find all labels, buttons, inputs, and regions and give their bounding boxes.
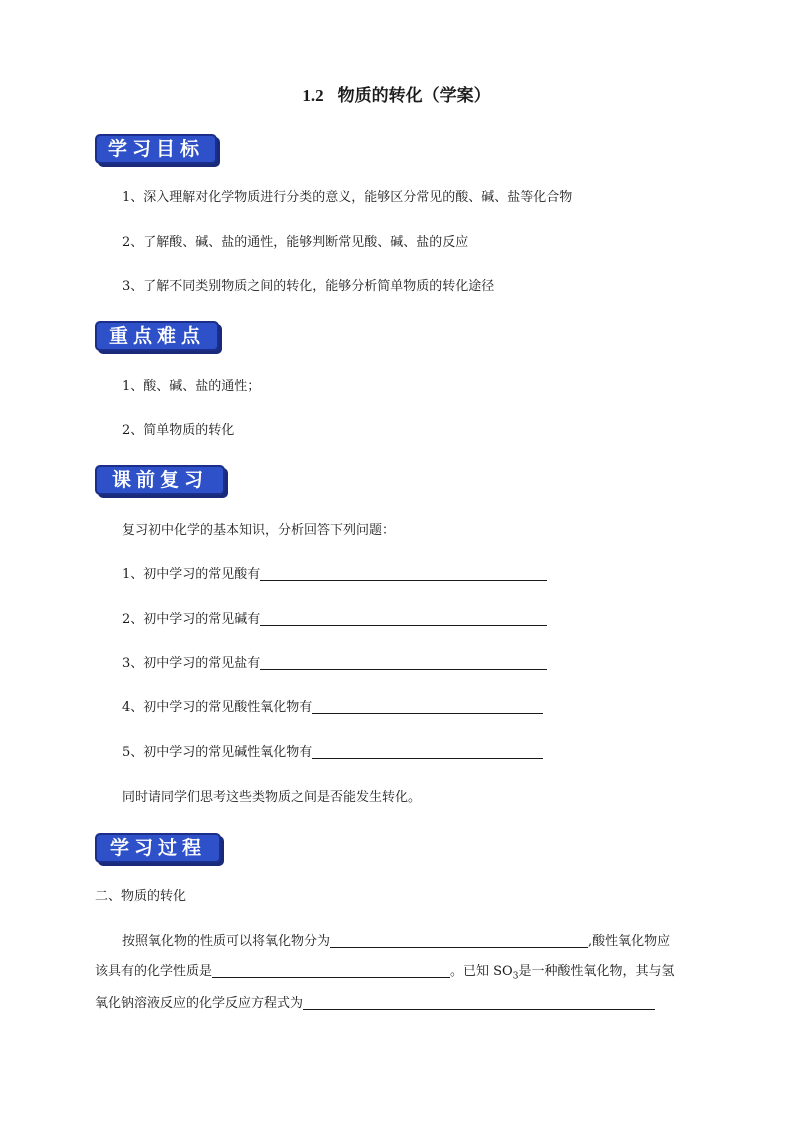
answer-blank[interactable] — [260, 566, 547, 581]
preview-question-1 — [122, 566, 547, 584]
question-text: 3、初中学习的常见盐有 — [122, 656, 261, 671]
process-paragraph-line-3 — [95, 995, 655, 1013]
key-point-item-1: 1、酸、碱、盐的通性； — [122, 379, 261, 394]
paragraph-text: 按照氧化物的性质可以将氧化物分为 — [122, 934, 331, 949]
process-paragraph-line-1 — [122, 933, 670, 951]
key-point-item-2: 2、简单物质的转化 — [122, 423, 235, 438]
answer-blank[interactable] — [312, 699, 543, 714]
paragraph-text: 氧化钠溶液反应的化学反应方程式为 — [95, 996, 304, 1011]
question-text: 5、初中学习的常见碱性氧化物有 — [122, 745, 313, 760]
preview-question-3 — [122, 655, 547, 673]
question-text: 4、初中学习的常见酸性氧化物有 — [122, 700, 313, 715]
answer-blank[interactable] — [212, 963, 450, 978]
paragraph-text: 是一种酸性氧化物，其与氢 — [518, 964, 675, 979]
paragraph-text: 该具有的化学性质是 — [95, 964, 213, 979]
process-heading: 学习过程 — [95, 833, 221, 863]
key-points-heading: 重点难点 — [95, 321, 219, 351]
preview-closing: 同时请同学们思考这些类物质之间是否能发生转化。 — [122, 790, 422, 805]
question-text: 2、初中学习的常见碱有 — [122, 612, 261, 627]
process-subheading: 二、物质的转化 — [95, 889, 187, 904]
question-text: 1、初中学习的常见酸有 — [122, 567, 261, 582]
preview-intro: 复习初中化学的基本知识，分析回答下列问题： — [122, 523, 396, 538]
answer-blank[interactable] — [330, 933, 588, 948]
title-text: 物质的转化（学案） — [337, 86, 491, 106]
page-title — [0, 81, 793, 106]
answer-blank[interactable] — [260, 611, 547, 626]
paragraph-text: ,酸性氧化物应 — [588, 934, 671, 949]
preview-question-5 — [122, 744, 543, 762]
title-number: 1.2 — [302, 86, 324, 105]
objectives-heading: 学习目标 — [95, 134, 217, 164]
so3-subscript: 3 — [512, 971, 519, 982]
preview-question-4 — [122, 699, 543, 717]
process-paragraph-line-2 — [95, 963, 674, 986]
objective-item-1: 1、深入理解对化学物质进行分类的意义，能够区分常见的酸、碱、盐等化合物 — [122, 190, 573, 205]
answer-blank[interactable] — [303, 995, 655, 1010]
answer-blank[interactable] — [312, 744, 543, 759]
preview-heading: 课前复习 — [95, 465, 225, 495]
answer-blank[interactable] — [260, 655, 547, 670]
preview-question-2 — [122, 611, 547, 629]
objective-item-3: 3、了解不同类别物质之间的转化，能够分析简单物质的转化途径 — [122, 279, 495, 294]
paragraph-text: 。已知 SO — [450, 964, 513, 979]
objective-item-2: 2、了解酸、碱、盐的通性，能够判断常见酸、碱、盐的反应 — [122, 235, 469, 250]
